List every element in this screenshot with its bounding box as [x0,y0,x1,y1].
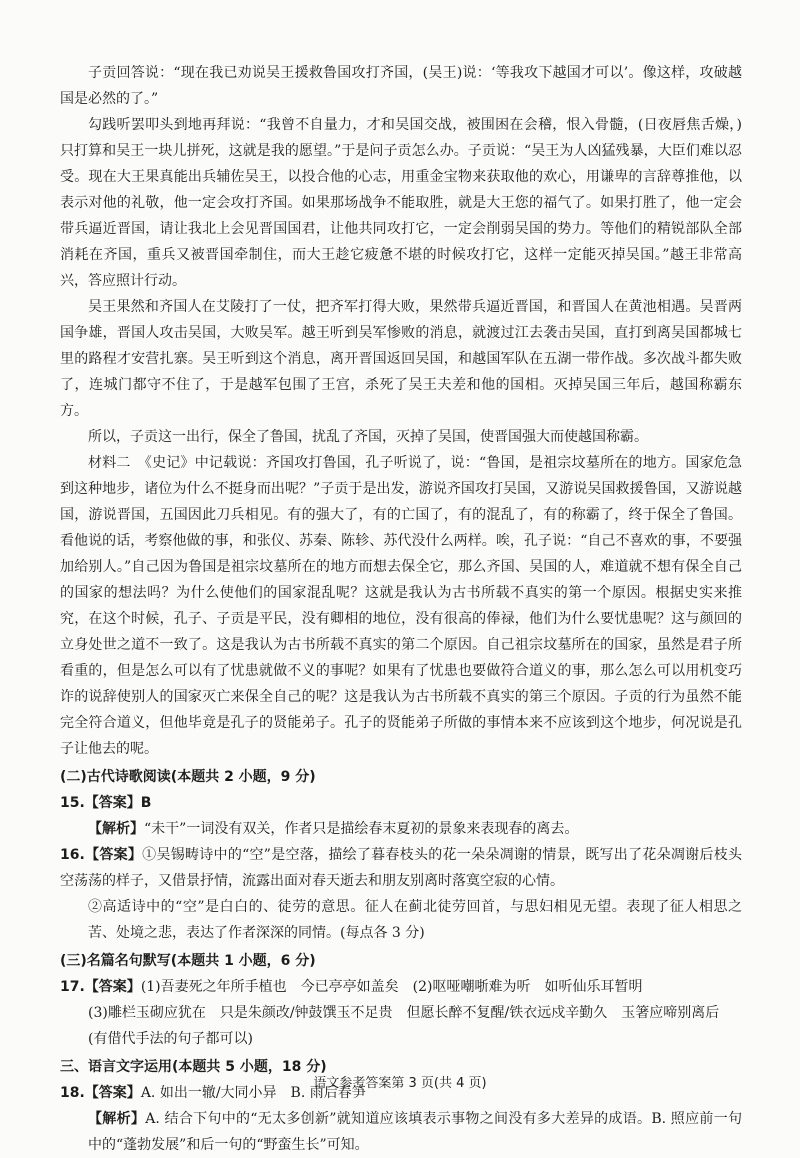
q17-answer-line2: (3)雕栏玉砌应犹在 只是朱颜改/钟鼓馔玉不足贵 但愿长醉不复醒/铁衣远戍辛勤久 玉箸应啼别离后 [88,1005,720,1021]
answer-tag: 16.【答案】 [60,847,143,863]
q16-answer [60,842,742,894]
q15-answer: 15.【答案】B [60,795,152,811]
answer-page [60,60,742,1158]
page-footer: 语文参考答案第 3 页(共 4 页) [313,1076,487,1091]
section-heading-recitation: (三)名篇名句默写(本题共 1 小题，6 分) [60,953,316,969]
analysis-text: A. 结合下句中的“无太多创新”就知道应该填表示事物之间没有多大差异的成语。B. 照应前一句中的“蓬勃发展”和后一句的“野蛮生长”可知。 [88,1111,743,1153]
section-heading-poetry: (二)古代诗歌阅读(本题共 2 小题，9 分) [60,769,316,785]
paragraph: 子贡回答说：“现在我已劝说吴王援救鲁国攻打齐国，(吴王)说：‘等我攻下越国才可以’。像这样，攻破越国是必然的了。” [60,65,742,107]
answer-text: (1)吾妻死之年所手植也 今已亭亭如盖矣 (2)呕哑嘲哳难为听 如听仙乐耳暂明 [140,979,643,995]
q17-answer-line3: (有借代手法的句子都可以) [88,1031,253,1047]
material-two-paragraph: 材料二 《史记》中记载说：齐国攻打鲁国，孔子听说了，说：“鲁国，是祖宗坟墓所在的地方。国家危急到这种地步，诸位为什么不挺身而出呢？”子贡于是出发，游说齐国攻打吴国，又游说吴国救援鲁国，又游说越国，游说晋国，五国因此刀兵相见。有的强大了，有的亡国了，有的混乱了，有的称霸了，终于保全了鲁国。看他说的话，考察他做的事，和张仪、苏秦、陈轸、苏代没什么两样。唉，孔子说：“自己不喜欢的事，不要强加给别人。”自己因为鲁国是祖宗坟墓所在的地方而想去保全它，那么齐国、吴国的人，难道就不想有保全自己的国家的想法吗？为什么使他们的国家混乱呢？这就是我认为古书所载不真实的第一个原因。根据史实来推究，在这个时候，孔子、子贡是平民，没有卿相的地位，没有很高的俸禄，他们为什么要忧患呢？这与颜回的立身处世之道不一致了。这是我认为古书所载不真实的第二个原因。自己祖宗坟墓所在的国家，虽然是君子所看重的，但是怎么可以有了忧患就做不义的事呢？如果有了忧患也要做符合道义的事，那么怎么可以用机变巧诈的说辞使别人的国家灭亡来保全自己的呢？这是我认为古书所载不真实的第三个原因。子贡的行为虽然不能完全符合道义，但他毕竟是孔子的贤能弟子。孔子的贤能弟子所做的事情本来不应该到这个地步，何况说是孔子让他去的呢。 [60,455,742,757]
q18-analysis [60,1106,742,1158]
q15-analysis [60,816,742,842]
answer-text: A. 如出一辙/大同小异 B. 雨后春笋 [140,1085,366,1101]
paragraph: 所以，子贡这一出行，保全了鲁国，扰乱了齐国，灭掉了吴国，使晋国强大而使越国称霸。 [88,429,648,445]
paragraph: 勾践听罢叩头到地再拜说：“我曾不自量力，才和吴国交战，被围困在会稽，恨入骨髓，(日夜唇焦舌燥，)只打算和吴王一块儿拼死，这就是我的愿望。”于是问子贡怎么办。子贡说：“吴王为人凶猛残暴，大臣们难以忍受。现在大王果真能出兵辅佐吴王，以投合他的心志，用重金宝物来获取他的欢心，用谦卑的言辞尊推他，以表示对他的礼敬，他一定会攻打齐国。如果那场战争不能取胜，就是大王您的福气了。如果打胜了，他一定会带兵逼近晋国，请让我北上会见晋国国君，让他共同攻打它，一定会削弱吴国的势力。等他们的精锐部队全部消耗在齐国，重兵又被晋国牵制住，而大王趁它疲惫不堪的时候攻打它，这样一定能灭掉吴国。”越王非常高兴，答应照计行动。 [60,117,742,289]
answer-text: ①吴锡畴诗中的“空”是空落，描绘了暮春枝头的花一朵朵凋谢的情景，既写出了花朵凋谢后枝头空荡荡的样子，又借景抒情，流露出面对春天逝去和朋友别离时落寞空寂的心情。 [60,847,742,889]
section-heading-language: 三、语言文字运用(本题共 5 小题，18 分) [60,1059,327,1075]
q16-answer-line2: ②高适诗中的“空”是白白的、徒劳的意思。征人在蓟北徒劳回首，与思妇相见无望。表现了征人相思之苦、处境之悲，表达了作者深深的同情。(每点各 3 分) [88,899,742,941]
analysis-tag: 【解析】 [88,821,144,837]
paragraph: 吴王果然和齐国人在艾陵打了一仗，把齐军打得大败，果然带兵逼近晋国，和晋国人在黄池相遇。吴晋两国争雄，晋国人攻击吴国，大败吴军。越王听到吴军惨败的消息，就渡过江去袭击吴国，直打到离吴国都城七里的路程才安营扎寨。吴王听到这个消息，离开晋国返回吴国，和越国军队在五湖一带作战。多次战斗都失败了，连城门都守不住了，于是越军包围了王宫，杀死了吴王夫差和他的国相。灭掉吴国三年后，越国称霸东方。 [60,299,742,419]
answer-tag: 18.【答案】 [60,1085,141,1101]
q17-answer [60,974,742,1000]
analysis-text: “未干”一词没有双关，作者只是描绘春末夏初的景象来表现春的离去。 [144,821,579,837]
answer-tag: 17.【答案】 [60,979,141,995]
analysis-tag: 【解析】 [88,1111,146,1127]
